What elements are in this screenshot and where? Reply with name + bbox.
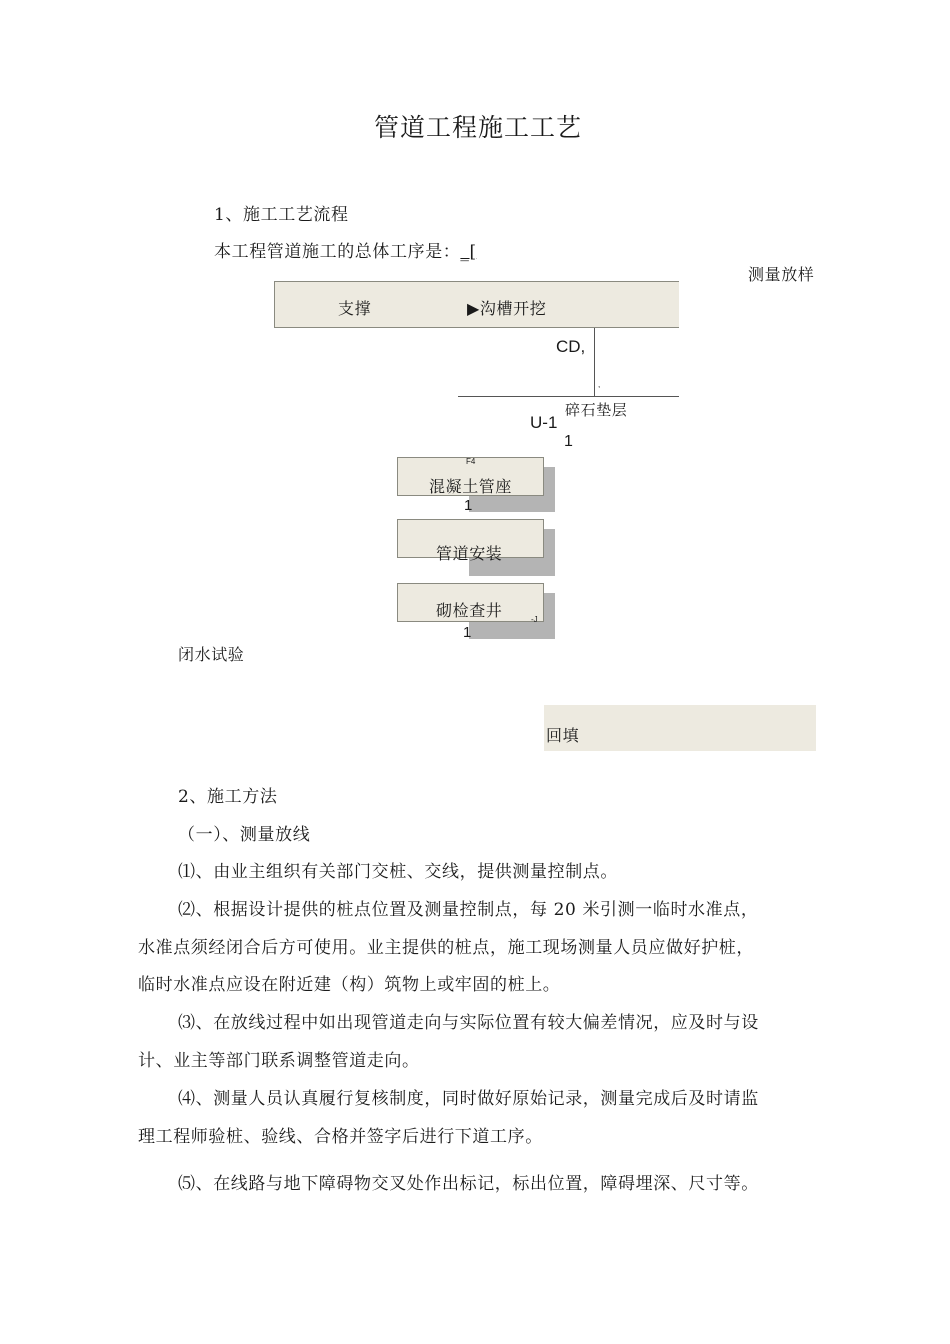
paragraph-5: ⑸、在线路与地下障碍物交叉处作出标记，标出位置，障碍埋深、尺寸等。	[178, 1174, 759, 1194]
section1-heading: 1、施工工艺流程	[214, 205, 349, 225]
flow-excavation-label: ▶沟槽开挖	[467, 299, 547, 318]
intro-text: 本工程管道施工的总体工序是：	[214, 242, 461, 262]
vertical-connector	[594, 328, 595, 396]
flow-cd-label: CD,	[556, 337, 586, 356]
section2-heading: 2、施工方法	[178, 787, 278, 807]
paragraph-2-line-2: 水准点须经闭合后方可使用。业主提供的桩点，施工现场测量人员应做好护桩，	[138, 938, 754, 958]
flow-f4-label: F4	[466, 457, 476, 466]
flow-water-test-label: 闭水试验	[178, 645, 245, 664]
backfill-box	[544, 705, 816, 751]
flow-comma-mark: ,	[598, 380, 601, 389]
paragraph-3-line-1: ⑶、在放线过程中如出现管道走向与实际位置有较大偏差情况，应及时与设	[178, 1013, 759, 1033]
flow-j-mark: -J	[531, 615, 538, 624]
paragraph-2-line-1: ⑵、根据设计提供的桩点位置及测量控制点，每 20 米引测一临时水准点，	[178, 900, 759, 920]
page-title: 管道工程施工工艺	[374, 113, 583, 142]
flow-install-label: 管道安装	[436, 544, 503, 563]
flow-support-label: 支撑	[338, 299, 372, 318]
intro-mark: _[	[460, 242, 477, 262]
gravel-divider-line	[458, 396, 679, 397]
paragraph-3-line-2: 计、业主等部门联系调整管道走向。	[138, 1051, 420, 1071]
flow-one-b: 1	[464, 497, 473, 514]
flow-backfill-label: 回填	[546, 726, 580, 745]
paragraph-1: ⑴、由业主组织有关部门交桩、交线，提供测量控制点。	[178, 862, 618, 882]
flow-gravel-label: 碎石垫层	[565, 401, 628, 419]
paragraph-2-line-3: 临时水准点应设在附近建（构）筑物上或牢固的桩上。	[138, 975, 561, 995]
flow-one-a: 1	[564, 433, 573, 450]
flow-manhole-label: 砌检查井	[436, 601, 503, 620]
paragraph-4-line-1: ⑷、测量人员认真履行复核制度，同时做好原始记录，测量完成后及时请监	[178, 1089, 759, 1109]
paragraph-4-line-2: 理工程师验桩、验线、合格并签字后进行下道工序。	[138, 1127, 543, 1147]
section1-intro	[214, 237, 477, 262]
flow-survey-label: 测量放样	[748, 265, 815, 284]
flow-concrete-label: 混凝土管座	[429, 477, 513, 496]
section2-sub1: （一）、测量放线	[178, 825, 311, 845]
flow-u1-label: U-1	[530, 413, 558, 432]
flow-one-c: 1	[463, 624, 472, 641]
